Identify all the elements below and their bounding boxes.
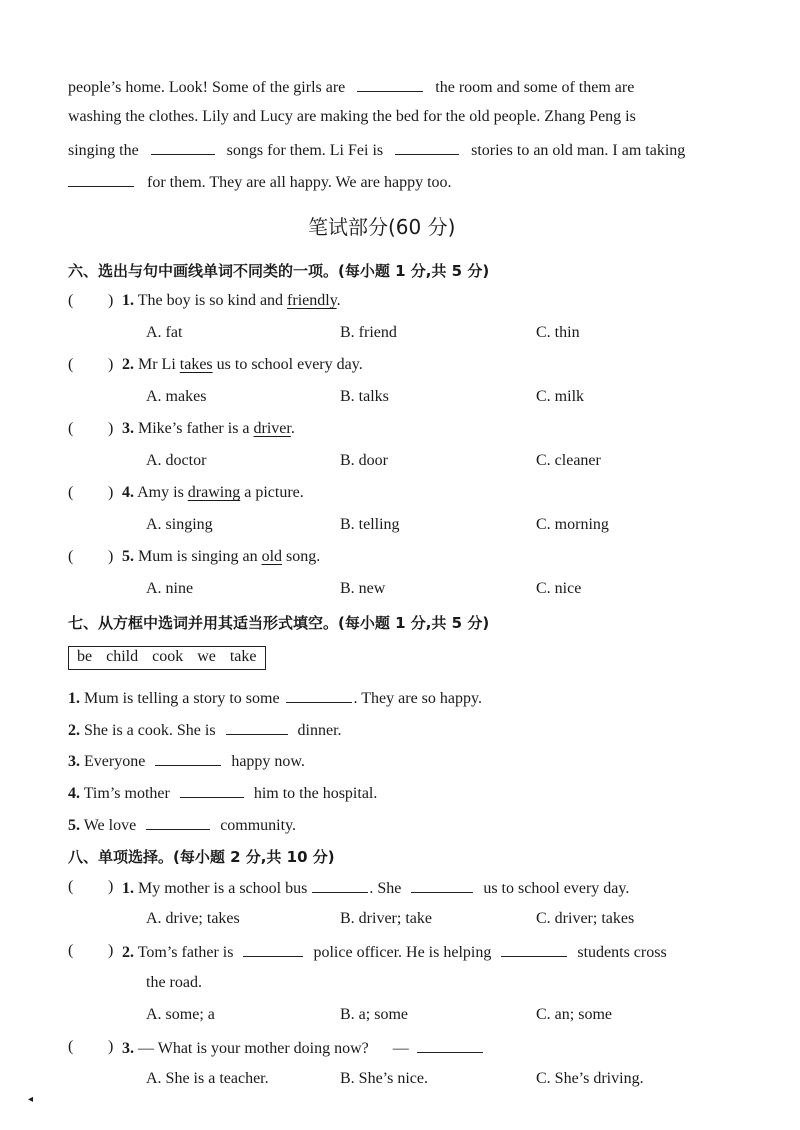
question-number: 4.	[122, 484, 134, 501]
stem-text: My mother is a school bus	[138, 880, 308, 897]
item-text: him to the hospital.	[253, 785, 378, 802]
option-a[interactable]: A. makes	[146, 388, 207, 405]
option-c[interactable]: C. an; some	[536, 1006, 612, 1023]
answer-blank[interactable]	[151, 140, 215, 155]
fill-item-1	[68, 688, 482, 708]
question-stem	[122, 942, 667, 962]
passage-text: songs for them. Li Fei is	[226, 142, 384, 159]
question-number: 3.	[122, 1040, 134, 1057]
item-text: community.	[220, 817, 297, 834]
answer-blank[interactable]	[312, 878, 368, 893]
answer-blank[interactable]	[395, 140, 459, 155]
question-number: 2.	[122, 944, 134, 961]
stem-text: The boy is so kind and	[137, 292, 288, 309]
option-c[interactable]: C. She’s driving.	[536, 1070, 644, 1087]
item-text: happy now.	[231, 753, 305, 770]
stem-text: song.	[282, 548, 321, 565]
stem-text: .	[290, 420, 295, 437]
passage-line-1	[68, 77, 634, 97]
stem-text: .	[336, 292, 341, 309]
option-a[interactable]: A. singing	[146, 516, 213, 533]
question-stem	[122, 878, 629, 898]
stem-text: Tom’s father is	[137, 944, 234, 961]
option-a[interactable]: A. some; a	[146, 1006, 215, 1023]
answer-paren-open: (	[68, 548, 74, 565]
option-b[interactable]: B. door	[340, 452, 388, 469]
fill-item-3	[68, 751, 305, 771]
underlined-word: takes	[179, 356, 213, 373]
option-a[interactable]: A. fat	[146, 324, 183, 341]
option-b[interactable]: B. a; some	[340, 1006, 408, 1023]
item-text: . They are so happy.	[353, 690, 482, 707]
fill-item-2	[68, 720, 342, 740]
option-c[interactable]: C. milk	[536, 388, 585, 405]
passage-text: people’s home. Look! Some of the girls are	[68, 79, 346, 96]
answer-blank[interactable]	[155, 751, 221, 766]
answer-paren-close: )	[108, 1038, 114, 1055]
question-stem	[122, 1038, 483, 1058]
option-c[interactable]: C. thin	[536, 324, 580, 341]
passage-line-3	[68, 140, 685, 160]
question-number: 3.	[122, 420, 134, 437]
option-a[interactable]: A. drive; takes	[146, 910, 240, 927]
answer-paren-close: )	[108, 878, 114, 895]
passage-line-2: washing the clothes. Lily and Lucy are making the bed for the old people. Zhang Peng is	[68, 108, 636, 125]
part7-heading: 七、从方框中选词并用其适当形式填空。(每小题 1 分,共 5 分)	[68, 614, 490, 632]
answer-paren-close: )	[108, 548, 114, 565]
option-b[interactable]: B. new	[340, 580, 386, 597]
answer-paren-open: (	[68, 484, 74, 501]
question-stem	[122, 420, 295, 438]
question-number: 1.	[122, 880, 134, 897]
answer-paren-close: )	[108, 420, 114, 437]
stem-text: Mr Li	[138, 356, 180, 373]
option-a[interactable]: A. doctor	[146, 452, 207, 469]
answer-paren-open: (	[68, 1038, 74, 1055]
passage-text: for them. They are all happy. We are happy too.	[147, 174, 452, 191]
item-text: dinner.	[297, 722, 342, 739]
item-number: 3.	[68, 753, 80, 770]
option-b[interactable]: B. She’s nice.	[340, 1070, 428, 1087]
option-c[interactable]: C. driver; takes	[536, 910, 635, 927]
answer-blank[interactable]	[68, 172, 134, 187]
fill-item-5	[68, 815, 296, 835]
item-number: 4.	[68, 785, 80, 802]
stem-text: Mum is singing an	[138, 548, 262, 565]
stem-text: — What is your mother doing now?	[138, 1040, 369, 1057]
stem-text: students cross	[577, 944, 667, 961]
option-a[interactable]: A. She is a teacher.	[146, 1070, 269, 1087]
answer-blank[interactable]	[357, 77, 423, 92]
answer-blank[interactable]	[243, 942, 303, 957]
passage-text: stories to an old man. I am taking	[471, 142, 686, 159]
answer-blank[interactable]	[417, 1038, 483, 1053]
answer-paren-close: )	[108, 292, 114, 309]
question-number: 5.	[122, 548, 134, 565]
underlined-word: drawing	[187, 484, 241, 501]
stem-text: police officer. He is helping	[313, 944, 492, 961]
passage-line-4	[68, 172, 452, 192]
option-a[interactable]: A. nine	[146, 580, 194, 597]
stem-text: a picture.	[240, 484, 304, 501]
option-b[interactable]: B. friend	[340, 324, 397, 341]
question-number: 2.	[122, 356, 134, 373]
option-c[interactable]: C. morning	[536, 516, 609, 533]
item-text: Everyone	[84, 753, 146, 770]
passage-text: the room and some of them are	[435, 79, 635, 96]
answer-blank[interactable]	[180, 783, 244, 798]
option-c[interactable]: C. nice	[536, 580, 582, 597]
stem-text: Amy is	[137, 484, 188, 501]
answer-paren-open: (	[68, 942, 74, 959]
answer-paren-open: (	[68, 356, 74, 373]
underlined-word: friendly	[287, 292, 337, 309]
question-stem	[122, 292, 341, 310]
option-b[interactable]: B. talks	[340, 388, 389, 405]
answer-paren-open: (	[68, 292, 74, 309]
answer-paren-open: (	[68, 420, 74, 437]
stem-text: . She	[369, 880, 402, 897]
answer-blank[interactable]	[226, 720, 288, 735]
word-box: be child cook we take	[68, 646, 266, 670]
stem-text: Mike’s father is a	[138, 420, 254, 437]
item-text: Tim’s mother	[83, 785, 170, 802]
fill-item-4	[68, 783, 377, 803]
answer-paren-close: )	[108, 356, 114, 373]
answer-blank[interactable]	[411, 878, 473, 893]
stem-text: —	[392, 1040, 409, 1057]
item-number: 5.	[68, 817, 80, 834]
part6-heading: 六、选出与句中画线单词不同类的一项。(每小题 1 分,共 5 分)	[68, 262, 490, 280]
part8-heading: 八、单项选择。(每小题 2 分,共 10 分)	[68, 848, 335, 866]
item-number: 2.	[68, 722, 80, 739]
stem-text: us to school every day.	[483, 880, 630, 897]
answer-paren-close: )	[108, 942, 114, 959]
answer-blank[interactable]	[146, 815, 210, 830]
answer-blank[interactable]	[501, 942, 567, 957]
underlined-word: driver	[253, 420, 291, 437]
answer-paren-close: )	[108, 484, 114, 501]
answer-paren-open: (	[68, 878, 74, 895]
section-title: 笔试部分(60 分)	[308, 215, 456, 239]
underlined-word: old	[261, 548, 283, 565]
item-text: Mum is telling a story to some	[84, 690, 280, 707]
question-stem	[122, 484, 304, 502]
option-c[interactable]: C. cleaner	[536, 452, 601, 469]
stem-text: us to school every day.	[212, 356, 363, 373]
item-text: We love	[83, 817, 137, 834]
question-stem	[122, 548, 320, 566]
passage-text: singing the	[68, 142, 139, 159]
option-b[interactable]: B. driver; take	[340, 910, 432, 927]
question-stem-continued: the road.	[146, 974, 202, 991]
item-text: She is a cook. She is	[84, 722, 216, 739]
page-corner-mark: ◂	[28, 1094, 34, 1105]
question-stem	[122, 356, 363, 374]
option-b[interactable]: B. telling	[340, 516, 400, 533]
item-number: 1.	[68, 690, 80, 707]
question-number: 1.	[122, 292, 134, 309]
answer-blank[interactable]	[286, 688, 352, 703]
